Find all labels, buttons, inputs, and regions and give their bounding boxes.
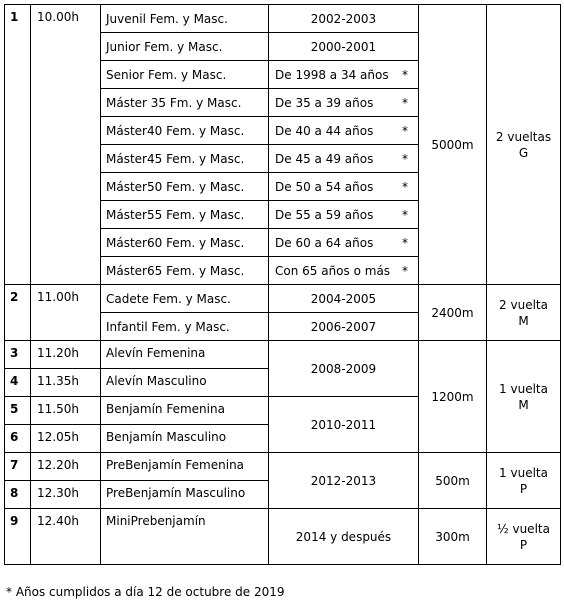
table-row xyxy=(5,509,561,565)
category-name: Senior Fem. y Masc. xyxy=(101,61,269,89)
race-number: 9 xyxy=(5,509,31,565)
category-name: Benjamín Masculino xyxy=(101,425,269,453)
category-name: Máster 35 Fm. y Masc. xyxy=(101,89,269,117)
race-distance: 500m xyxy=(419,453,487,509)
race-number: 2 xyxy=(5,285,31,341)
table-row xyxy=(5,5,561,33)
age-range xyxy=(269,229,419,257)
race-schedule-table xyxy=(4,4,561,565)
age-text: De 60 a 64 años xyxy=(275,235,374,250)
race-number: 7 xyxy=(5,453,31,481)
category-name: Alevín Femenina xyxy=(101,341,269,369)
age-range xyxy=(269,61,419,89)
laps-count: 1 vuelta xyxy=(499,465,548,480)
race-number: 3 xyxy=(5,341,31,369)
footnote-mark: * xyxy=(402,208,408,222)
race-time: 12.20h xyxy=(31,453,101,481)
laps-size: G xyxy=(518,145,529,160)
race-time: 11.20h xyxy=(31,341,101,369)
category-name: Cadete Fem. y Masc. xyxy=(101,285,269,313)
race-time: 11.50h xyxy=(31,397,101,425)
race-laps xyxy=(487,509,561,565)
category-name: Máster50 Fem. y Masc. xyxy=(101,173,269,201)
age-range: 2006-2007 xyxy=(269,313,419,341)
age-range: 2014 y después xyxy=(269,509,419,565)
category-name: Máster55 Fem. y Masc. xyxy=(101,201,269,229)
age-range: 2004-2005 xyxy=(269,285,419,313)
age-range: 2008-2009 xyxy=(269,341,419,397)
category-name: Juvenil Fem. y Masc. xyxy=(101,5,269,33)
laps-size: P xyxy=(519,481,528,496)
age-range xyxy=(269,257,419,285)
footnote-mark: * xyxy=(402,96,408,110)
category-name: MiniPrebenjamín xyxy=(101,509,269,565)
category-name: Máster45 Fem. y Masc. xyxy=(101,145,269,173)
category-name: Junior Fem. y Masc. xyxy=(101,33,269,61)
category-name: PreBenjamín Masculino xyxy=(101,481,269,509)
laps-size: P xyxy=(519,537,528,552)
race-number: 6 xyxy=(5,425,31,453)
race-distance: 1200m xyxy=(419,341,487,453)
age-text: Con 65 años o más xyxy=(275,263,391,278)
race-number: 8 xyxy=(5,481,31,509)
age-range xyxy=(269,117,419,145)
footnote-mark: * xyxy=(402,180,408,194)
age-range: 2010-2011 xyxy=(269,397,419,453)
footnote-mark: * xyxy=(402,68,408,82)
race-time: 11.00h xyxy=(31,285,101,341)
race-time: 12.30h xyxy=(31,481,101,509)
table-row xyxy=(5,341,561,369)
category-name: Alevín Masculino xyxy=(101,369,269,397)
footnote-mark: * xyxy=(402,152,408,166)
race-number: 4 xyxy=(5,369,31,397)
race-distance: 300m xyxy=(419,509,487,565)
race-number: 1 xyxy=(5,5,31,285)
age-range: 2002-2003 xyxy=(269,5,419,33)
age-range: 2000-2001 xyxy=(269,33,419,61)
footnote: * Años cumplidos a día 12 de octubre de 2019 xyxy=(6,585,285,599)
race-distance: 5000m xyxy=(419,5,487,285)
footnote-mark: * xyxy=(402,264,408,278)
race-number: 5 xyxy=(5,397,31,425)
age-text: De 35 a 39 años xyxy=(275,95,374,110)
category-name: Máster40 Fem. y Masc. xyxy=(101,117,269,145)
race-time: 10.00h xyxy=(31,5,101,285)
race-laps xyxy=(487,285,561,341)
age-text: De 50 a 54 años xyxy=(275,179,374,194)
table-row xyxy=(5,285,561,313)
footnote-mark: * xyxy=(402,124,408,138)
race-laps xyxy=(487,341,561,453)
footnote-mark: * xyxy=(402,236,408,250)
laps-size: M xyxy=(518,397,529,412)
age-range xyxy=(269,145,419,173)
laps-count: 2 vueltas xyxy=(495,129,552,144)
race-time: 11.35h xyxy=(31,369,101,397)
laps-count: ½ vuelta xyxy=(497,521,550,536)
age-range xyxy=(269,89,419,117)
age-range xyxy=(269,173,419,201)
category-name: Máster60 Fem. y Masc. xyxy=(101,229,269,257)
category-name: PreBenjamín Femenina xyxy=(101,453,269,481)
race-laps xyxy=(487,5,561,285)
category-name: Benjamín Femenina xyxy=(101,397,269,425)
age-text: De 40 a 44 años xyxy=(275,123,374,138)
laps-size: M xyxy=(518,313,529,328)
race-distance: 2400m xyxy=(419,285,487,341)
age-range xyxy=(269,201,419,229)
age-text: De 55 a 59 años xyxy=(275,207,374,222)
category-name: Máster65 Fem. y Masc. xyxy=(101,257,269,285)
race-time: 12.05h xyxy=(31,425,101,453)
age-text: De 1998 a 34 años xyxy=(275,67,389,82)
age-text: De 45 a 49 años xyxy=(275,151,374,166)
laps-count: 2 vuelta xyxy=(499,297,548,312)
table-row xyxy=(5,453,561,481)
laps-count: 1 vuelta xyxy=(499,381,548,396)
age-range: 2012-2013 xyxy=(269,453,419,509)
category-name: Infantil Fem. y Masc. xyxy=(101,313,269,341)
race-time: 12.40h xyxy=(31,509,101,565)
race-laps xyxy=(487,453,561,509)
